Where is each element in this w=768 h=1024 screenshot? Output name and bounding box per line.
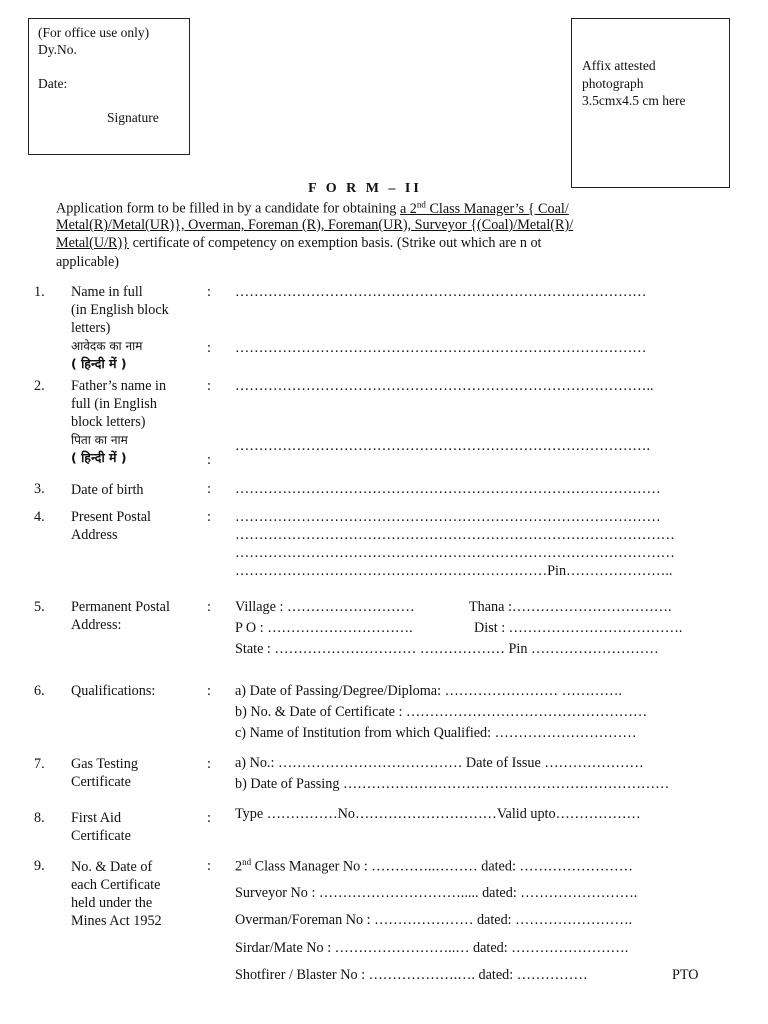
item-5-number: 5. [34,599,45,615]
photo-label-3: 3.5cmx4.5 cm here [582,93,686,108]
intro-line-2: Metal(R)/Metal(UR)}, Overman, Foreman (R), Foreman(UR), Surveyor {(Coal)/Metal(R)/ [56,217,574,233]
item-3-label: Date of birth [71,482,144,498]
father-name-hindi-field[interactable]: ……………………………………………………………………………. [235,438,650,454]
item-1-hindi-label: आवेदक का नाम [71,339,143,353]
item-6-label: Qualifications: [71,683,156,699]
village-field[interactable]: Village : ……………………… [235,599,415,615]
item-1-number: 1. [34,284,45,300]
district-field[interactable]: Dist : ………………………………. [474,620,683,636]
item-4-number: 4. [34,509,45,525]
present-address-pin[interactable]: …………………………………………………………Pin………………….. [235,563,673,579]
item-2-hindi-label: पिता का नाम [71,433,128,447]
date-of-passing-field[interactable]: a) Date of Passing/Degree/Diploma: …………………… …………. [235,683,622,699]
father-name-english-field[interactable]: …………………………………………………………………………….. [235,378,654,394]
intro-line-4: applicable) [56,254,120,270]
date-of-birth-field[interactable]: ……………………………………………………………………………… [235,481,661,497]
item-2-label: Father’s name in full (in English block letters) पिता का नाम ( हिन्दी में ) [71,378,167,465]
certificate-no-date-field[interactable]: b) No. & Date of Certificate : …………………………………………… [235,704,648,720]
name-english-field[interactable]: …………………………………………………………………………… [235,284,647,300]
item-8-label: First Aid Certificate [71,810,131,844]
thana-field[interactable]: Thana :……………………………. [469,599,672,615]
class-manager-no-field[interactable]: 2nd Class Manager No : …………..……… dated: …………………… [235,857,633,875]
institution-name-field[interactable]: c) Name of Institution from which Qualified: ………………………… [235,725,637,741]
date-label: Date: [38,76,68,91]
item-2-number: 2. [34,378,45,394]
intro-line-1: Application form to be filled in by a candidate for obtaining a 2nd Class Manager’s { Coal/ [56,199,569,217]
first-aid-field[interactable]: Type ……………No…………………………Valid upto……………… [235,806,641,822]
item-4-label: Present Postal Address [71,509,151,543]
sirdar-mate-no-field[interactable]: Sirdar/Mate No : ……………………..… dated: ……………………. [235,940,629,956]
item-3-number: 3. [34,481,45,497]
pto-label: PTO [672,967,699,983]
item-8-number: 8. [34,810,45,826]
surveyor-no-field[interactable]: Surveyor No : …………………………..... dated: ……………………. [235,885,638,901]
office-use-box [28,18,190,155]
photo-box [571,18,730,188]
item-9-number: 9. [34,858,45,874]
item-9-label: No. & Date of each Certificate held under the Mines Act 1952 [71,859,162,929]
present-address-line-3[interactable]: ………………………………………………………………………………… [235,545,675,561]
item-5-label: Permanent Postal Address: [71,599,170,633]
item-7-number: 7. [34,756,45,772]
item-2-hindi-sub: ( हिन्दी में ) [71,450,127,465]
intro-line-3: Metal(U/R)} certificate of competency on exemption basis. (Strike out which are n ot [56,235,542,251]
photo-label-1: Affix attested [582,58,656,73]
present-address-line-2[interactable]: ………………………………………………………………………………… [235,527,675,543]
state-pin-field[interactable]: State : ………………………… ……………… Pin ……………………… [235,641,659,657]
dy-no-label: Dy.No. [38,42,77,57]
item-1-hindi-sub: ( हिन्दी में ) [71,356,127,371]
overman-foreman-no-field[interactable]: Overman/Foreman No : ………………… dated: ……………………. [235,912,633,928]
gas-testing-no-field[interactable]: a) No.: ………………………………… Date of Issue ………………… [235,755,644,771]
signature-label: Signature [107,110,159,125]
photo-label-2: photograph [582,76,644,91]
office-use-label: (For office use only) [38,25,150,40]
shotfirer-blaster-no-field[interactable]: Shotfirer / Blaster No : ……………….…. dated: …………… [235,967,588,983]
item-1-label: Name in full (in English block letters) आवेदक का नाम ( हिन्दी में ) [71,284,169,371]
post-office-field[interactable]: P O : …………………………. [235,620,413,636]
item-6-number: 6. [34,683,45,699]
name-hindi-field[interactable]: …………………………………………………………………………… [235,340,647,356]
gas-testing-date-field[interactable]: b) Date of Passing …………………………………………………………… [235,776,670,792]
present-address-line-1[interactable]: ……………………………………………………………………………… [235,509,661,525]
form-title: F O R M – II [308,181,422,196]
item-7-label: Gas Testing Certificate [71,756,138,790]
